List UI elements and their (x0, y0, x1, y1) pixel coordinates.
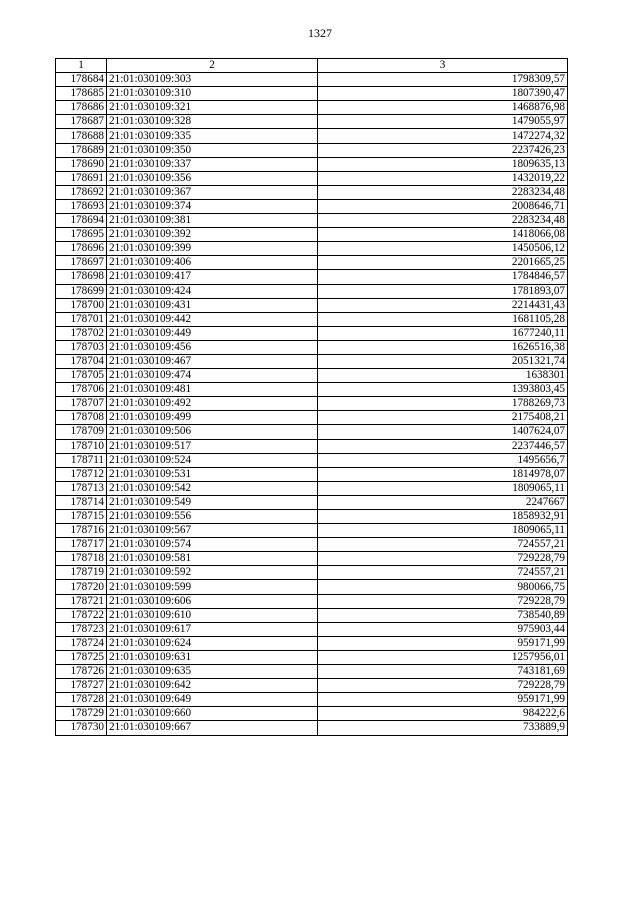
table-row (56, 228, 568, 242)
row-number-cell: 178716 (56, 524, 107, 538)
cadastral-number-cell: 21:01:030109:392 (107, 228, 318, 242)
table-row (56, 721, 568, 735)
table-row (56, 298, 568, 312)
cadastral-value-cell: 2237426,23 (318, 143, 568, 157)
cadastral-value-cell: 724557,21 (318, 566, 568, 580)
cadastral-value-cell: 1781893,07 (318, 284, 568, 298)
row-number-cell: 178699 (56, 284, 107, 298)
cadastral-number-cell: 21:01:030109:310 (107, 87, 318, 101)
cadastral-value-cell: 2283234,48 (318, 214, 568, 228)
table-row (56, 101, 568, 115)
cadastral-value-cell: 1788269,73 (318, 397, 568, 411)
cadastral-value-cell: 1814978,07 (318, 467, 568, 481)
cadastral-value-cell: 1809065,11 (318, 524, 568, 538)
table-row (56, 326, 568, 340)
cadastral-value-cell: 729228,79 (318, 679, 568, 693)
cadastral-number-cell: 21:01:030109:542 (107, 481, 318, 495)
cadastral-number-cell: 21:01:030109:356 (107, 171, 318, 185)
table-row (56, 383, 568, 397)
table-row (56, 129, 568, 143)
row-number-cell: 178705 (56, 369, 107, 383)
cadastral-number-cell: 21:01:030109:367 (107, 185, 318, 199)
cadastral-value-cell: 2283234,48 (318, 185, 568, 199)
cadastral-number-cell: 21:01:030109:350 (107, 143, 318, 157)
cadastral-number-cell: 21:01:030109:449 (107, 326, 318, 340)
cadastral-number-cell: 21:01:030109:431 (107, 298, 318, 312)
row-number-cell: 178723 (56, 622, 107, 636)
cadastral-value-cell: 733889,9 (318, 721, 568, 735)
cadastral-value-cell: 724557,21 (318, 538, 568, 552)
cadastral-value-cell: 1798309,57 (318, 73, 568, 87)
table-row (56, 566, 568, 580)
table-row (56, 270, 568, 284)
cadastral-value-cell: 1418066,08 (318, 228, 568, 242)
cadastral-value-cell: 1626516,38 (318, 340, 568, 354)
cadastral-number-cell: 21:01:030109:567 (107, 524, 318, 538)
cadastral-number-cell: 21:01:030109:456 (107, 340, 318, 354)
cadastral-number-cell: 21:01:030109:556 (107, 510, 318, 524)
row-number-cell: 178703 (56, 340, 107, 354)
cadastral-number-cell: 21:01:030109:474 (107, 369, 318, 383)
row-number-cell: 178717 (56, 538, 107, 552)
row-number-cell: 178713 (56, 481, 107, 495)
cadastral-value-cell: 1257956,01 (318, 650, 568, 664)
table-row (56, 495, 568, 509)
cadastral-value-cell: 1407624,07 (318, 425, 568, 439)
table-row (56, 115, 568, 129)
table-row (56, 580, 568, 594)
cadastral-value-cell: 743181,69 (318, 665, 568, 679)
row-number-cell: 178707 (56, 397, 107, 411)
row-number-cell: 178690 (56, 157, 107, 171)
cadastral-value-cell: 1432019,22 (318, 171, 568, 185)
table-row (56, 538, 568, 552)
cadastral-value-cell: 2008646,71 (318, 199, 568, 213)
row-number-cell: 178696 (56, 242, 107, 256)
table-row (56, 453, 568, 467)
cadastral-number-cell: 21:01:030109:406 (107, 256, 318, 270)
cadastral-number-cell: 21:01:030109:399 (107, 242, 318, 256)
cadastral-number-cell: 21:01:030109:335 (107, 129, 318, 143)
row-number-cell: 178729 (56, 707, 107, 721)
column-header-cadastral-number: 2 (107, 59, 318, 73)
table-row (56, 679, 568, 693)
cadastral-value-cell: 729228,79 (318, 552, 568, 566)
row-number-cell: 178728 (56, 693, 107, 707)
table-row (56, 284, 568, 298)
cadastral-value-table (55, 58, 568, 736)
cadastral-number-cell: 21:01:030109:328 (107, 115, 318, 129)
cadastral-value-cell: 1450506,12 (318, 242, 568, 256)
cadastral-value-cell: 1681105,28 (318, 312, 568, 326)
cadastral-number-cell: 21:01:030109:631 (107, 650, 318, 664)
cadastral-number-cell: 21:01:030109:592 (107, 566, 318, 580)
table-row (56, 665, 568, 679)
cadastral-number-cell: 21:01:030109:581 (107, 552, 318, 566)
table-row (56, 693, 568, 707)
row-number-cell: 178691 (56, 171, 107, 185)
table-row (56, 157, 568, 171)
cadastral-number-cell: 21:01:030109:649 (107, 693, 318, 707)
row-number-cell: 178701 (56, 312, 107, 326)
row-number-cell: 178711 (56, 453, 107, 467)
cadastral-number-cell: 21:01:030109:442 (107, 312, 318, 326)
row-number-cell: 178697 (56, 256, 107, 270)
row-number-cell: 178687 (56, 115, 107, 129)
cadastral-number-cell: 21:01:030109:617 (107, 622, 318, 636)
row-number-cell: 178688 (56, 129, 107, 143)
table-row (56, 199, 568, 213)
cadastral-value-cell: 975903,44 (318, 622, 568, 636)
table-row (56, 594, 568, 608)
cadastral-number-cell: 21:01:030109:492 (107, 397, 318, 411)
table-row (56, 73, 568, 87)
cadastral-value-cell: 1472274,32 (318, 129, 568, 143)
cadastral-value-cell: 1677240,11 (318, 326, 568, 340)
row-number-cell: 178721 (56, 594, 107, 608)
cadastral-value-cell: 738540,89 (318, 608, 568, 622)
table-header-row (56, 59, 568, 73)
cadastral-number-cell: 21:01:030109:624 (107, 636, 318, 650)
page-number: 1327 (308, 26, 332, 40)
cadastral-value-cell: 2214431,43 (318, 298, 568, 312)
row-number-cell: 178725 (56, 650, 107, 664)
table-row (56, 707, 568, 721)
row-number-cell: 178702 (56, 326, 107, 340)
cadastral-number-cell: 21:01:030109:606 (107, 594, 318, 608)
cadastral-number-cell: 21:01:030109:467 (107, 354, 318, 368)
row-number-cell: 178719 (56, 566, 107, 580)
table-row (56, 171, 568, 185)
table-body (56, 73, 568, 735)
table-row (56, 510, 568, 524)
table-row (56, 608, 568, 622)
cadastral-number-cell: 21:01:030109:517 (107, 439, 318, 453)
row-number-cell: 178698 (56, 270, 107, 284)
cadastral-number-cell: 21:01:030109:549 (107, 495, 318, 509)
cadastral-number-cell: 21:01:030109:531 (107, 467, 318, 481)
cadastral-value-cell: 980066,75 (318, 580, 568, 594)
cadastral-number-cell: 21:01:030109:610 (107, 608, 318, 622)
cadastral-value-cell: 1468876,98 (318, 101, 568, 115)
cadastral-number-cell: 21:01:030109:481 (107, 383, 318, 397)
cadastral-value-cell: 2175408,21 (318, 411, 568, 425)
table-row (56, 256, 568, 270)
table-row (56, 312, 568, 326)
cadastral-number-cell: 21:01:030109:499 (107, 411, 318, 425)
row-number-cell: 178704 (56, 354, 107, 368)
cadastral-number-cell: 21:01:030109:642 (107, 679, 318, 693)
row-number-cell: 178692 (56, 185, 107, 199)
cadastral-number-cell: 21:01:030109:635 (107, 665, 318, 679)
cadastral-value-cell: 2201665,25 (318, 256, 568, 270)
table-row (56, 650, 568, 664)
table-row (56, 481, 568, 495)
cadastral-value-cell: 959171,99 (318, 693, 568, 707)
cadastral-value-cell: 1809635,13 (318, 157, 568, 171)
cadastral-number-cell: 21:01:030109:660 (107, 707, 318, 721)
cadastral-value-cell: 1858932,91 (318, 510, 568, 524)
cadastral-value-cell: 984222,6 (318, 707, 568, 721)
row-number-cell: 178730 (56, 721, 107, 735)
row-number-cell: 178684 (56, 73, 107, 87)
row-number-cell: 178706 (56, 383, 107, 397)
cadastral-number-cell: 21:01:030109:599 (107, 580, 318, 594)
cadastral-number-cell: 21:01:030109:321 (107, 101, 318, 115)
table-row (56, 552, 568, 566)
cadastral-number-cell: 21:01:030109:506 (107, 425, 318, 439)
row-number-cell: 178686 (56, 101, 107, 115)
cadastral-value-cell: 2247667 (318, 495, 568, 509)
column-header-cadastral-value: 3 (318, 59, 568, 73)
cadastral-value-cell: 2051321,74 (318, 354, 568, 368)
cadastral-number-cell: 21:01:030109:667 (107, 721, 318, 735)
row-number-cell: 178710 (56, 439, 107, 453)
row-number-cell: 178712 (56, 467, 107, 481)
cadastral-value-cell: 2237446,57 (318, 439, 568, 453)
table-row (56, 242, 568, 256)
table-row (56, 87, 568, 101)
table-row (56, 411, 568, 425)
table-row (56, 143, 568, 157)
cadastral-number-cell: 21:01:030109:381 (107, 214, 318, 228)
cadastral-number-cell: 21:01:030109:424 (107, 284, 318, 298)
cadastral-number-cell: 21:01:030109:524 (107, 453, 318, 467)
row-number-cell: 178700 (56, 298, 107, 312)
table-row (56, 354, 568, 368)
row-number-cell: 178709 (56, 425, 107, 439)
table-row (56, 622, 568, 636)
row-number-cell: 178718 (56, 552, 107, 566)
table-row (56, 524, 568, 538)
row-number-cell: 178724 (56, 636, 107, 650)
cadastral-value-cell: 1784846,57 (318, 270, 568, 284)
row-number-cell: 178694 (56, 214, 107, 228)
row-number-cell: 178708 (56, 411, 107, 425)
cadastral-value-cell: 729228,79 (318, 594, 568, 608)
cadastral-number-cell: 21:01:030109:374 (107, 199, 318, 213)
row-number-cell: 178715 (56, 510, 107, 524)
row-number-cell: 178685 (56, 87, 107, 101)
cadastral-value-cell: 1479055,97 (318, 115, 568, 129)
cadastral-value-cell: 959171,99 (318, 636, 568, 650)
row-number-cell: 178714 (56, 495, 107, 509)
table-row (56, 369, 568, 383)
cadastral-value-cell: 1809065,11 (318, 481, 568, 495)
column-header-number: 1 (56, 59, 107, 73)
table-row (56, 185, 568, 199)
table-row (56, 425, 568, 439)
row-number-cell: 178720 (56, 580, 107, 594)
table-row (56, 397, 568, 411)
cadastral-value-cell: 1393803,45 (318, 383, 568, 397)
cadastral-number-cell: 21:01:030109:574 (107, 538, 318, 552)
table-row (56, 214, 568, 228)
table-row (56, 340, 568, 354)
cadastral-value-cell: 1638301 (318, 369, 568, 383)
row-number-cell: 178727 (56, 679, 107, 693)
row-number-cell: 178695 (56, 228, 107, 242)
row-number-cell: 178689 (56, 143, 107, 157)
row-number-cell: 178722 (56, 608, 107, 622)
cadastral-number-cell: 21:01:030109:337 (107, 157, 318, 171)
row-number-cell: 178693 (56, 199, 107, 213)
table-row (56, 467, 568, 481)
table-row (56, 636, 568, 650)
cadastral-value-cell: 1495656,7 (318, 453, 568, 467)
cadastral-value-cell: 1807390,47 (318, 87, 568, 101)
table-row (56, 439, 568, 453)
row-number-cell: 178726 (56, 665, 107, 679)
cadastral-number-cell: 21:01:030109:303 (107, 73, 318, 87)
cadastral-number-cell: 21:01:030109:417 (107, 270, 318, 284)
